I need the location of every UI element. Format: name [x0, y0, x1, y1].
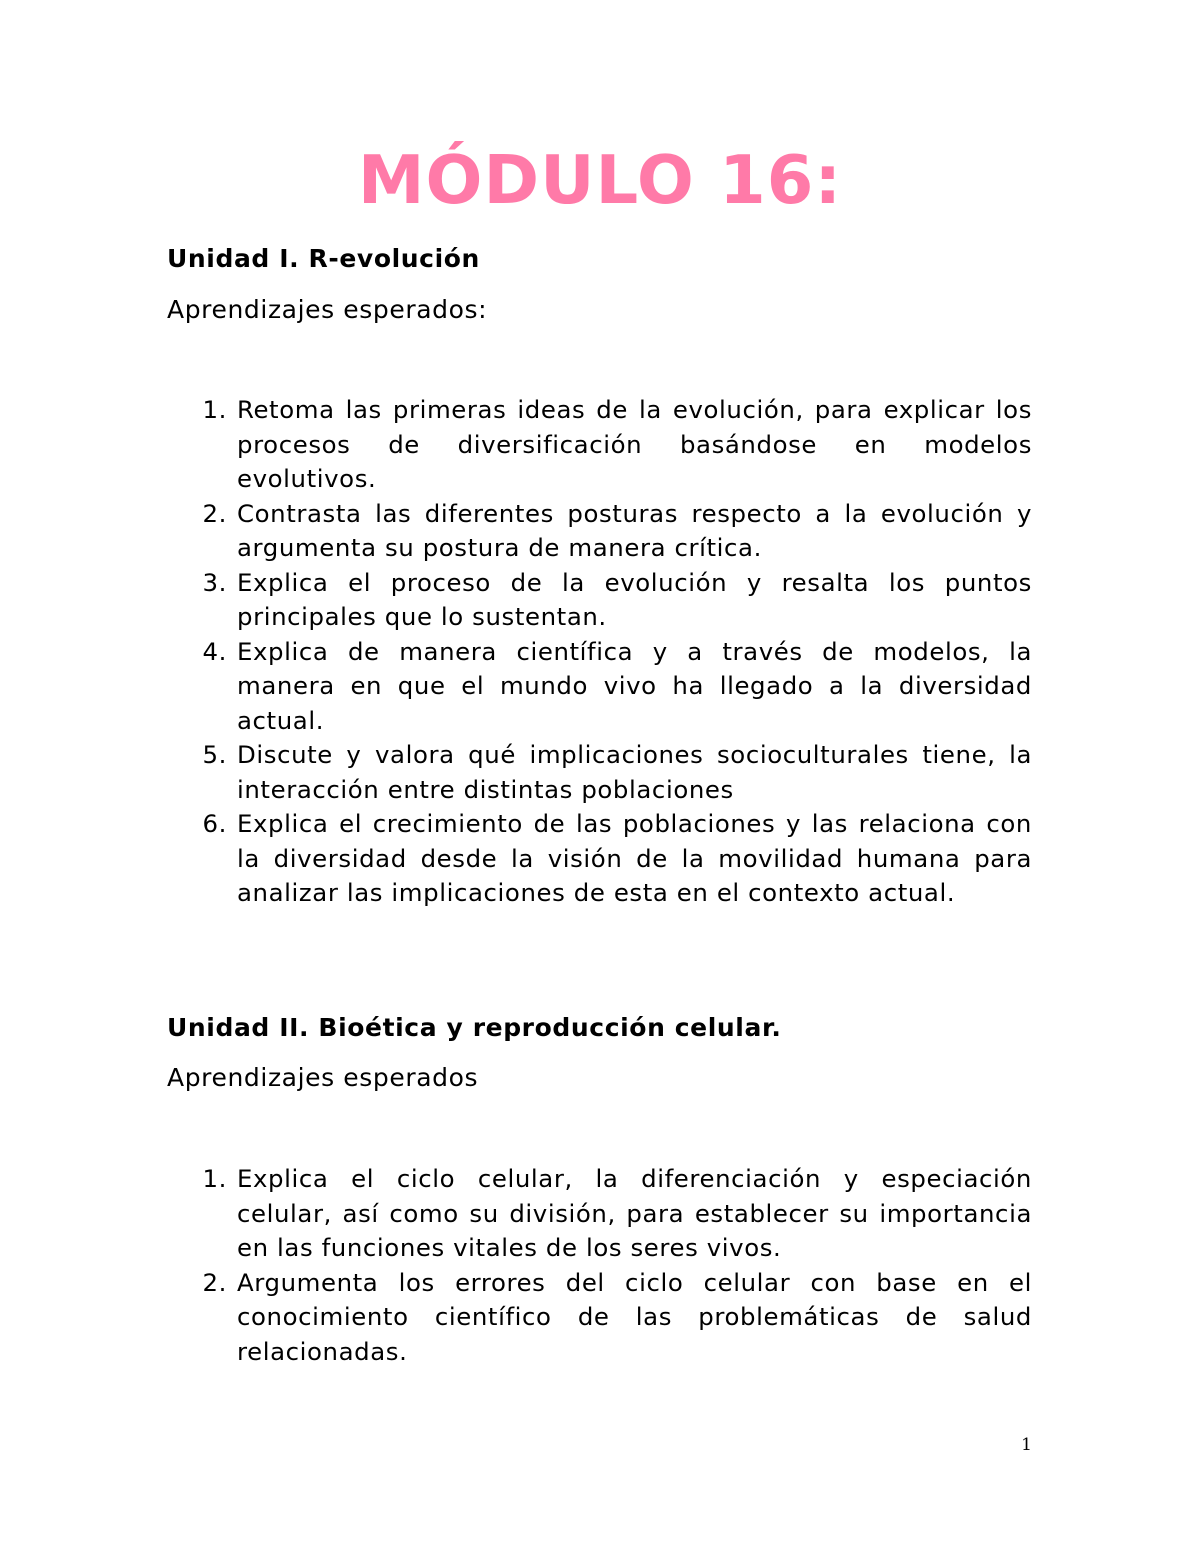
list-item: [167, 393, 1032, 497]
list-item-text: Explica el crecimiento de las poblaciones y las relaciona con la diversidad desde la visión de la movilidad humana para analizar las implicaciones de esta en el contexto actual.: [237, 809, 1032, 907]
list-item-number: 1.: [202, 395, 227, 424]
list-item: [167, 497, 1032, 566]
list-item-number: 3.: [202, 567, 227, 597]
page-number: 1: [1021, 1435, 1032, 1455]
unit-2-list: [167, 1162, 1032, 1369]
list-item: [167, 1266, 1032, 1370]
list-item-text: Retoma las primeras ideas de la evolución, para explicar los procesos de diversificación basándose en modelos evolutivos.: [237, 395, 1032, 493]
list-item-number: 2.: [202, 1267, 227, 1297]
unit-1-list: [167, 393, 1032, 911]
list-item: [167, 1162, 1032, 1266]
list-item-text: Explica de manera científica y a través de modelos, la manera en que el mundo vivo ha llegado a la diversidad actual.: [237, 636, 1032, 735]
page-title: MÓDULO 16:: [357, 141, 843, 219]
unit-1-heading: Unidad I. R-evolución: [167, 244, 480, 273]
list-item-number: 5.: [202, 740, 227, 769]
list-item-text: Argumenta los errores del ciclo celular con base en el conocimiento científico de las problemáticas de salud relacionadas.: [237, 1267, 1032, 1366]
unit-2-subheading: Aprendizajes esperados: [167, 1063, 479, 1092]
list-item-number: 6.: [202, 809, 227, 838]
list-item: [167, 566, 1032, 635]
list-item-number: 2.: [202, 498, 227, 528]
list-item: [167, 635, 1032, 739]
list-item-number: 4.: [202, 636, 227, 666]
list-item: [167, 738, 1032, 807]
list-item-text: Discute y valora qué implicaciones socioculturales tiene, la interacción entre distintas poblaciones: [237, 740, 1032, 804]
list-item-text: Explica el ciclo celular, la diferenciación y especiación celular, así como su división, para establecer su importancia en las funciones vitales de los seres vivos.: [237, 1164, 1032, 1262]
list-item-text: Explica el proceso de la evolución y resalta los puntos principales que lo sustentan.: [237, 567, 1032, 631]
list-item: [167, 807, 1032, 911]
list-item-number: 1.: [202, 1164, 227, 1193]
list-item-text: Contrasta las diferentes posturas respecto a la evolución y argumenta su postura de manera crítica.: [237, 498, 1032, 562]
unit-2-heading: Unidad II. Bioética y reproducción celular.: [167, 1013, 782, 1042]
unit-1-subheading: Aprendizajes esperados:: [167, 295, 488, 324]
